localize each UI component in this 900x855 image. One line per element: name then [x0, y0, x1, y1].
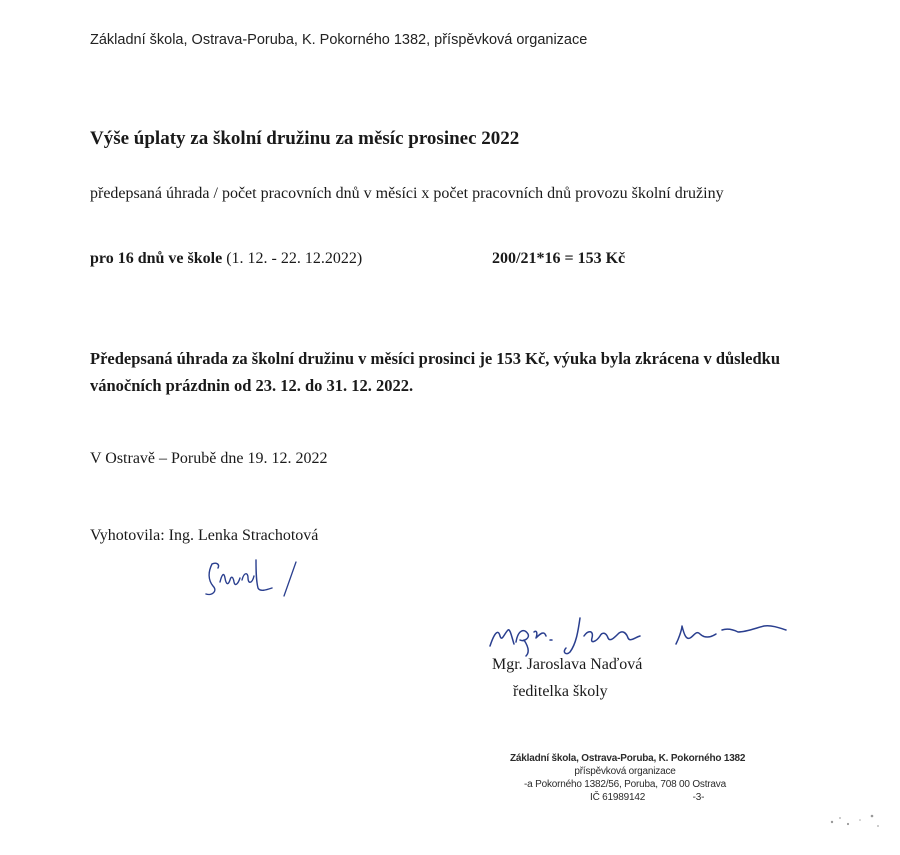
stamp-ico: IČ 61989142 [590, 792, 646, 803]
stamp-page-number: -3- [692, 792, 705, 803]
stamp-line-1: Základní škola, Ostrava-Poruba, K. Pokorného 1382 [510, 753, 746, 764]
school-stamp [510, 753, 746, 803]
director-signature [484, 608, 794, 658]
scan-speckle [826, 808, 886, 838]
date-line: V Ostravě – Porubě dne 19. 12. 2022 [90, 450, 328, 467]
fee-notice: Předepsaná úhrada za školní družinu v měsíci prosinci je 153 Kč, výuka byla zkrácena v důsledku vánočních prázdnin od 23. 12. do 31. 12. 2022. [90, 349, 781, 395]
stamp-line-2: příspěvková organizace [574, 766, 676, 777]
organization-header: Základní škola, Ostrava-Poruba, K. Pokorného 1382, příspěvková organizace [90, 32, 588, 48]
director-role: ředitelka školy [513, 683, 608, 700]
document-title: Výše úplaty za školní družinu za měsíc prosinec 2022 [90, 128, 520, 149]
calc-days-label: pro 16 dnů ve škole [90, 250, 223, 267]
calc-result: 200/21*16 = 153 Kč [492, 250, 626, 267]
calc-period: (1. 12. - 22. 12.2022) [226, 250, 363, 267]
preparer-signature [198, 554, 308, 604]
stamp-line-4 [510, 792, 740, 803]
stamp-line-3: -a Pokorného 1382/56, Poruba, 708 00 Ostrava [524, 779, 726, 790]
director-name: Mgr. Jaroslava Naďová [492, 656, 643, 673]
prepared-by: Vyhotovila: Ing. Lenka Strachotová [90, 527, 319, 544]
fee-calculation-line [90, 250, 626, 268]
fee-formula-text: předepsaná úhrada / počet pracovních dnů v měsíci x počet pracovních dnů provozu školní družiny [90, 185, 724, 202]
